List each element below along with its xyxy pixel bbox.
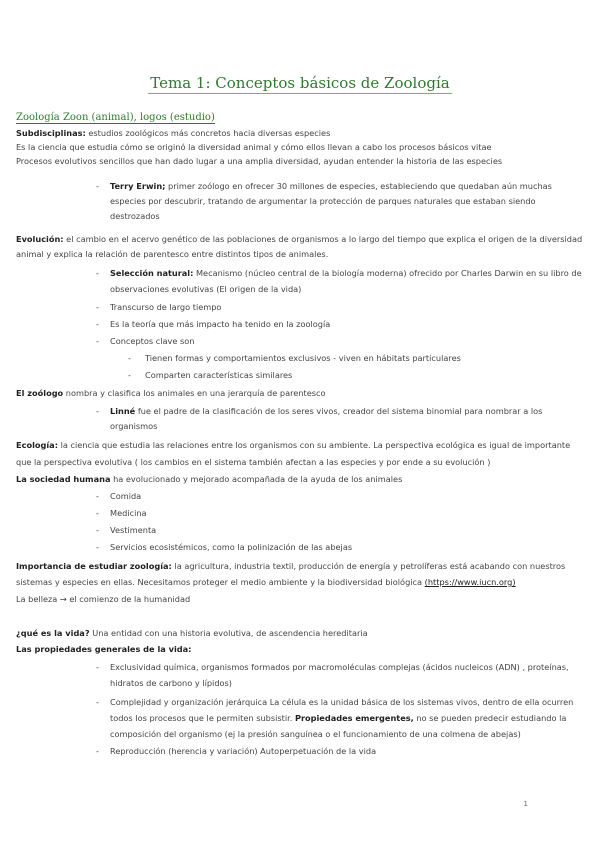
que-es-la-vida-line: ¿qué es la vida? Una entidad con una historia evolutiva, de ascendencia hereditaria (16, 628, 368, 638)
importancia-line-2: sistemas y especies en ellas. Necesitamos proteger el medio ambiente y la biodiversidad biológica (https://www.iucn.org) (16, 577, 516, 587)
procesos-line: Procesos evolutivos sencillos que han dado lugar a una amplia diversidad, ayudan entender la historia de las especies (16, 156, 503, 166)
propiedad-2-line-3: composición del organismo (ej la presión sanguínea o el funcionamiento de una colmena de abejas) (110, 729, 521, 739)
zoologo-line: El zoólogo nombra y clasifica los animales en una jerarquía de parentesco (16, 388, 326, 398)
bullet-dash: - (96, 336, 99, 346)
bullet-dash: - (96, 268, 99, 278)
concepto-sub-1: Tienen formas y comportamientos exclusivos - viven en hábitats particulares (145, 353, 461, 363)
sub-bullet-dash: - (128, 353, 131, 363)
propiedad-2-line-1: Complejidad y organización jerárquica La célula es la unidad básica de los sistemas vivos, dentro de ella ocurren (110, 697, 574, 707)
importancia-line-1: Importancia de estudiar zoología: la agricultura, industria textil, producción de energía y petrolíferas está acabando con nuestros (16, 561, 566, 571)
sociedad-item-medicina: Medicina (110, 508, 147, 518)
bullet-dash: - (96, 406, 99, 416)
seleccion-line-1: Selección natural: Mecanismo (núcleo central de la biología moderna) ofrecido por Charles Darwin en su libro de (110, 268, 582, 278)
concepto-sub-2: Comparten características similares (145, 370, 293, 380)
bullet-dash: - (96, 319, 99, 329)
ecologia-line-2: que la perspectiva evolutiva ( los cambios en el sistema también afectan a las especies y por ende a su evolución ) (16, 457, 491, 467)
bullet-dash: - (96, 746, 99, 756)
sociedad-item-servicios: Servicios ecosistémicos, como la polinización de las abejas (110, 542, 353, 552)
iucn-link[interactable]: (https://www.iucn.org) (424, 577, 516, 587)
bullet-dash: - (96, 302, 99, 312)
propiedad-1-line-2: hidratos de carbono y lípidos) (110, 678, 232, 688)
evolucion-item-4: Conceptos clave son (110, 336, 195, 346)
ciencia-line: Es la ciencia que estudia cómo se originó la diversidad animal y cómo ellos llevan a cabo los procesos básicos vitae (16, 142, 492, 152)
terry-line-1: Terry Erwin; primer zoólogo en ofrecer 30 millones de especies, estableciendo que quedaban aún muchas (110, 181, 552, 191)
linne-line-2: organismos (110, 421, 158, 431)
terry-line-3: destrozados (110, 211, 160, 221)
belleza-line: La belleza → el comienzo de la humanidad (16, 594, 191, 604)
seleccion-line-2: observaciones evolutivas (El origen de la vida) (110, 284, 302, 294)
sub-bullet-dash: - (128, 370, 131, 380)
propiedad-1-line-1: Exclusividad química, organismos formados por macromoléculas complejas (ácidos nucleicos (ADN) , proteínas, (110, 662, 569, 672)
propiedad-3-line: Reproducción (herencia y variación) Autoperpetuación de la vida (110, 746, 377, 756)
bullet-dash: - (96, 697, 99, 707)
terry-line-2: especies por descubrir, tratando de argumentar la protección de parques naturales que estaban siendo (110, 196, 536, 206)
evolucion-line-2: animal y explica la relación de parentesco entre distintos tipos de animales. (16, 249, 329, 259)
linne-line-1: Linné fue el padre de la clasificación de los seres vivos, creador del sistema binomial para nombrar a los (110, 406, 543, 416)
propiedades-heading: Las propiedades generales de la vida: (16, 644, 192, 654)
evolucion-item-3: Es la teoría que más impacto ha tenido en la zoología (110, 319, 331, 329)
page-title: Tema 1: Conceptos básicos de Zoología (150, 74, 450, 92)
sociedad-item-vestimenta: Vestimenta (110, 525, 157, 535)
bullet-dash: - (96, 491, 99, 501)
zoologia-heading: Zoología Zoon (animal), logos (estudio) (16, 112, 215, 123)
bullet-dash: - (96, 508, 99, 518)
bullet-dash: - (96, 662, 99, 672)
ecologia-line-1: Ecología: la ciencia que estudia las relaciones entre los organismos con su ambiente. La perspectiva ecológica es igual de importante (16, 440, 571, 450)
bullet-dash: - (96, 525, 99, 535)
sociedad-item-comida: Comida (110, 491, 142, 501)
bullet-dash: - (96, 542, 99, 552)
evolucion-item-2: Transcurso de largo tiempo (110, 302, 222, 312)
subdisciplinas-line: Subdisciplinas: estudios zoológicos más concretos hacia diversas especies (16, 128, 331, 138)
sociedad-line: La sociedad humana ha evolucionado y mejorado acompañada de la ayuda de los animales (16, 474, 403, 484)
evolucion-line-1: Evolución: el cambio en el acervo genético de las poblaciones de organismos a lo largo del tiempo que explica el origen de la diversidad (16, 234, 583, 244)
page-number: 1 (523, 800, 528, 808)
propiedad-2-line-2: todos los procesos que le permiten subsistir. Propiedades emergentes, no se pueden predecir estudiando la (110, 713, 567, 723)
bullet-dash: - (96, 181, 99, 191)
